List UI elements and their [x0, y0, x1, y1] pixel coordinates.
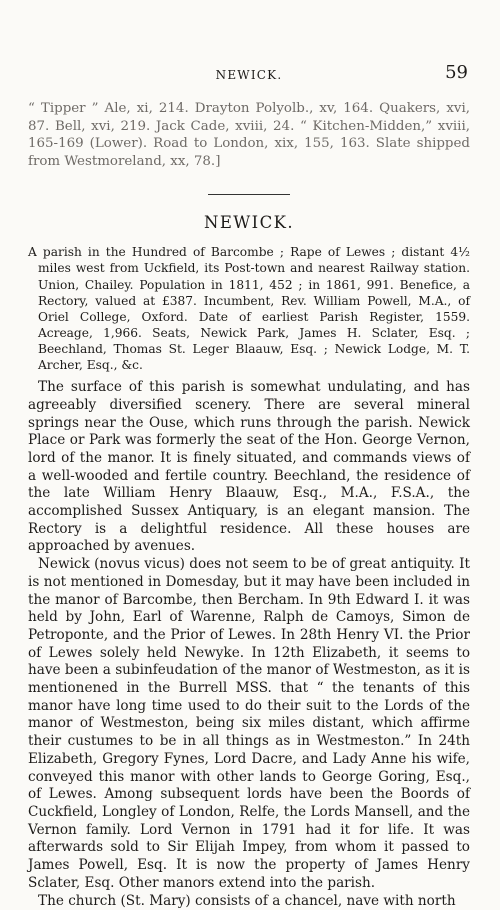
paragraph-church: The church (St. Mary) consists of a chancel, nave with north	[38, 892, 456, 909]
paragraph-surface: The surface of this parish is somewhat undulating, and has agreeably diversified scenery. There are several mineral springs near the Ouse, which runs through the parish. Newick Place or Park was formerly the seat of the Hon. George Vernon, lord of the manor. It is finely situated, and commands views of a well-wooded and fertile country. Beechland, the residence of the late William Henry Blaauw, Esq., M.A., F.S.A., the accomplished Sussex Antiquary, is an elegant mansion. The Rectory is a delightful residence. All these houses are approached by avenues.	[28, 379, 470, 555]
page-number: 59	[445, 62, 468, 83]
running-title: NEWICK.	[215, 68, 283, 82]
continued-note: “ Tipper ” Ale, xi, 214. Drayton Polyolb., xv, 164. Quakers, xvi, 87. Bell, xvi, 219. Jack Cade, xviii, 24. “ Kitchen-Midden,” xviii, 165-169 (Lower). Road to London, xix, 155, 163. Slate shipped from Westmoreland, xx, 78.]	[28, 101, 470, 169]
section-title: NEWICK.	[204, 213, 294, 233]
book-page	[28, 60, 470, 910]
page-header	[28, 60, 470, 82]
section-divider	[208, 194, 290, 195]
paragraph-history: Newick (novus vicus) does not seem to be of great antiquity. It is not mentioned in Domesday, but it may have been included in the manor of Barcombe, then Bercham. In 9th Edward I. it was held by John, Earl of Warenne, Ralph de Camoys, Simon de Petroponte, and the Prior of Lewes. In 28th Henry VI. the Prior of Lewes solely held Newyke. In 12th Elizabeth, it seems to have been a subinfeudation of the manor of Westmeston, as it is mentionened in the Burrell MSS. that “ the tenants of this manor have long time used to do their suit to the Lords of the manor of Westmeston, being six miles distant, which affirme their custumes to be in all things as in Westmeston.” In 24th Elizabeth, Gregory Fynes, Lord Dacre, and Lady Anne his wife, conveyed this manor with other lands to George Goring, Esq., of Lewes. Among subsequent lords have been the Boords of Cuckfield, Longley of London, Relfe, the Lords Mansell, and the Vernon family. Lord Vernon in 1791 had it for life. It was afterwards sold to Sir Elijah Impey, from whom it passed to James Powell, Esq. It is now the property of James Henry Sclater, Esq. Other manors extend into the parish.	[28, 556, 471, 891]
body-text	[28, 379, 470, 910]
parish-summary: A parish in the Hundred of Barcombe ; Rape of Lewes ; distant 4½ miles west from Uckfield, its Post-town and nearest Railway station. Union, Chailey. Population in 1811, 452 ; in 1861, 991. Benefice, a Rectory, valued at £387. Incumbent, Rev. William Powell, M.A., of Oriel College, Oxford. Date of earliest Parish Register, 1559. Acreage, 1,966. Seats, Newick Park, James H. Sclater, Esq. ; Beechland, Thomas St. Leger Blaauw, Esq. ; Newick Lodge, M. T. Archer, Esq., &c.	[28, 245, 470, 373]
